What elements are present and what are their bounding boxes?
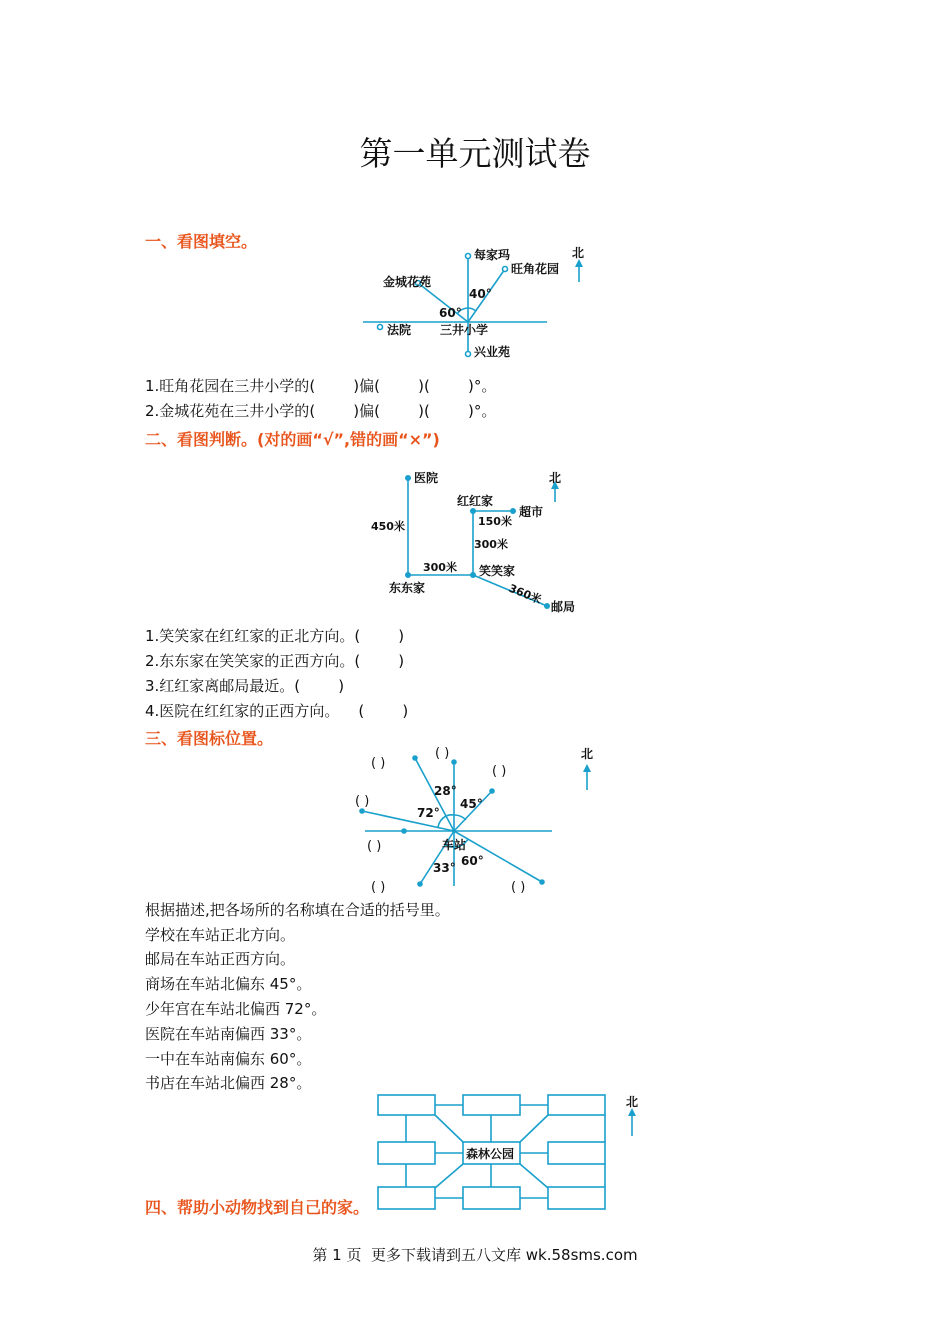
label-dongdong: 东东家	[389, 581, 426, 595]
s3-item: 学校在车站正北方向。	[145, 926, 296, 944]
s3-item: 商场在车站北偏东 45°。	[145, 975, 312, 993]
s2-question-1: 1.笑笑家在红红家的正北方向。( )	[145, 627, 405, 645]
section-4-heading: 四、帮助小动物找到自己的家。	[145, 1198, 370, 1217]
blank-bracket: ( )	[511, 880, 526, 895]
distance-450: 450米	[371, 520, 405, 533]
label-honghong: 红红家	[457, 494, 494, 508]
s1-question-2: 2.金城花苑在三井小学的( )偏( )( )°。	[145, 402, 497, 420]
label-post: 邮局	[551, 600, 576, 614]
blank-bracket: ( )	[355, 794, 370, 809]
label-xiaoxiao: 笑笑家	[479, 564, 516, 578]
angle-33: 33°	[433, 861, 456, 875]
label-sanjing: 三井小学	[440, 323, 489, 337]
angle-60: 60°	[461, 854, 484, 868]
blank-bracket: ( )	[367, 839, 382, 854]
north-label: 北	[581, 747, 594, 761]
s2-question-4: 4.医院在红红家的正西方向。 ( )	[145, 702, 409, 720]
section-1-heading: 一、看图填空。	[145, 232, 258, 251]
s3-item: 一中在车站南偏东 60°。	[145, 1050, 312, 1068]
distance-300-vertical: 300米	[474, 538, 508, 551]
label-station: 车站	[442, 838, 467, 852]
north-label: 北	[572, 246, 585, 260]
s2-question-2: 2.东东家在笑笑家的正西方向。( )	[145, 652, 405, 670]
s2-question-3: 3.红红家离邮局最近。( )	[145, 677, 345, 695]
north-label: 北	[626, 1095, 639, 1109]
label-xingye: 兴业苑	[474, 345, 511, 359]
label-wangjiao: 旺角花园	[511, 262, 560, 276]
s3-item: 邮局在车站正西方向。	[145, 950, 296, 968]
distance-300-horizontal: 300米	[423, 561, 457, 574]
s3-item: 少年宫在车站北偏西 72°。	[145, 1000, 327, 1018]
angle-60: 60°	[439, 306, 462, 320]
blank-bracket: ( )	[435, 746, 450, 761]
distance-150: 150米	[478, 515, 512, 528]
north-label: 北	[549, 471, 562, 485]
s3-item: 医院在车站南偏西 33°。	[145, 1025, 312, 1043]
s3-intro: 根据描述,把各场所的名称填在合适的括号里。	[145, 901, 450, 919]
page-footer: 第 1 页 更多下载请到五八文库 wk.58sms.com	[312, 1246, 638, 1264]
s3-item: 书店在车站北偏西 28°。	[145, 1074, 312, 1092]
diagram-forest-park-grid	[370, 1090, 645, 1215]
label-jincheng: 金城花苑	[383, 275, 432, 289]
diagram-home-map	[365, 465, 600, 617]
angle-72: 72°	[417, 806, 440, 820]
blank-bracket: ( )	[492, 764, 507, 779]
diagram-station	[345, 738, 605, 898]
blank-bracket: ( )	[371, 880, 386, 895]
angle-28: 28°	[434, 784, 457, 798]
distance-360: 360米	[506, 581, 544, 607]
label-hospital: 医院	[414, 471, 439, 485]
label-supermarket: 超市	[519, 505, 544, 519]
angle-40: 40°	[469, 287, 492, 301]
page-title: 第一单元测试卷	[359, 134, 591, 173]
section-2-heading: 二、看图判断。(对的画“√”,错的画“×”)	[145, 430, 440, 449]
label-fayuan: 法院	[387, 323, 412, 337]
s1-question-1: 1.旺角花园在三井小学的( )偏( )( )°。	[145, 377, 497, 395]
label-meijiama: 每家玛	[474, 248, 511, 262]
angle-45: 45°	[460, 797, 483, 811]
section-3-heading: 三、看图标位置。	[145, 729, 274, 748]
blank-bracket: ( )	[371, 756, 386, 771]
diagram-school-directions	[355, 240, 605, 365]
label-forest-park: 森林公园	[466, 1147, 515, 1161]
